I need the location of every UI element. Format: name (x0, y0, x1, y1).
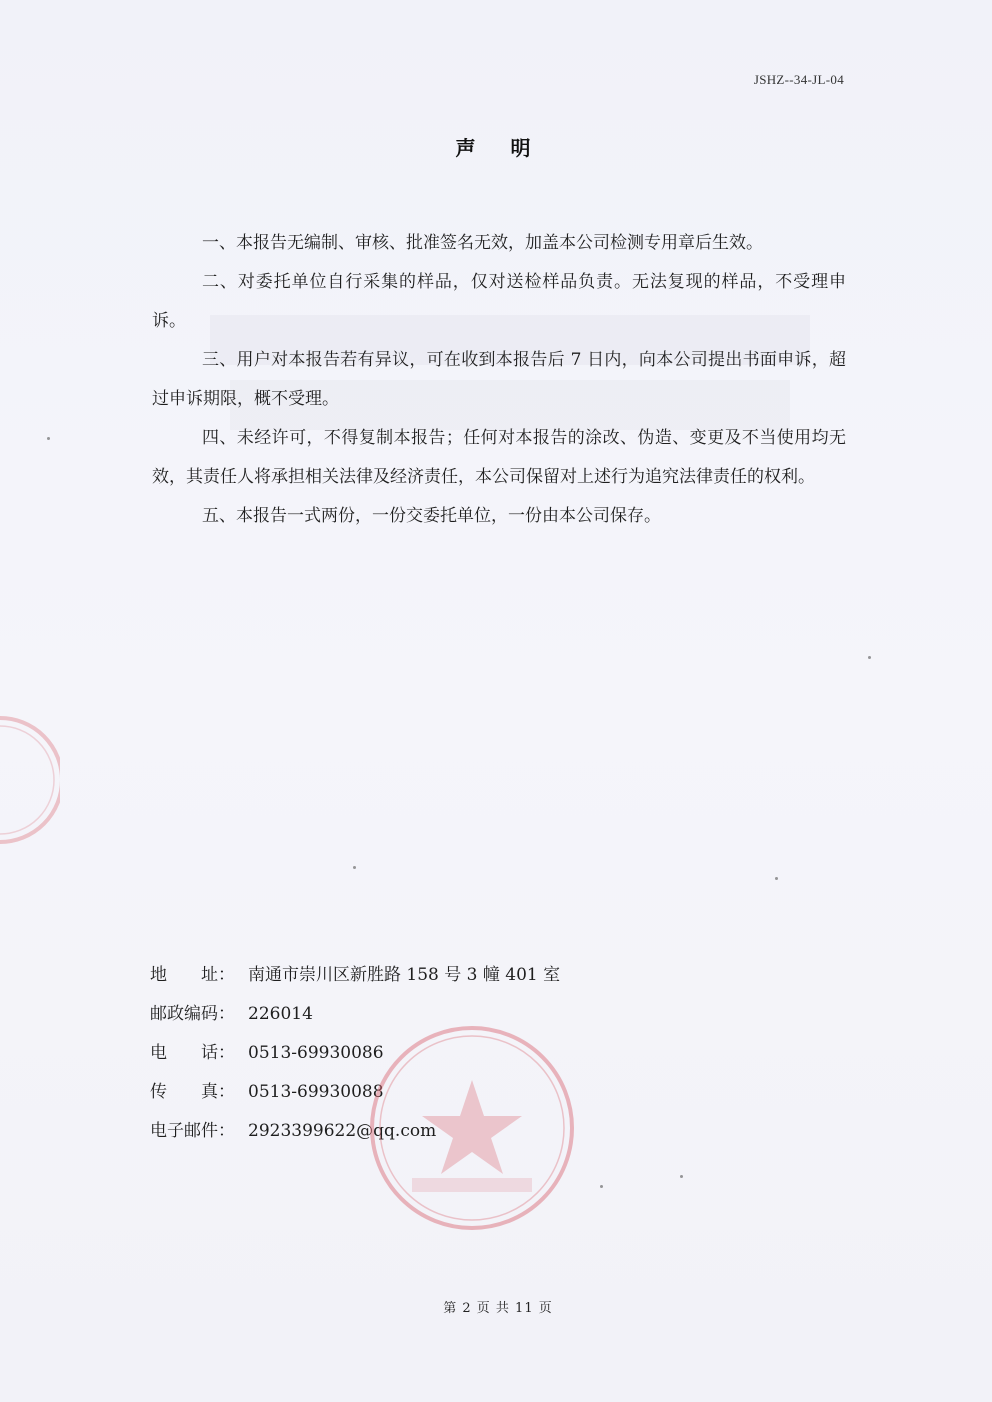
clause-4: 四、未经许可，不得复制本报告；任何对本报告的涂改、伪造、变更及不当使用均无效，其责任人将承担相关法律及经济责任，本公司保留对上述行为追究法律责任的权利。 (152, 428, 846, 487)
address-label: 地 址： (150, 965, 235, 985)
document-title: 声 明 (455, 136, 545, 160)
clause-3: 三、用户对本报告若有异议，可在收到本报告后 7 日内，向本公司提出书面申诉，超过申诉期限，概不受理。 (152, 350, 846, 409)
phone-value: 0513-69930086 (248, 1043, 384, 1063)
clause-5: 五、本报告一式两份，一份交委托单位，一份由本公司保存。 (202, 506, 661, 526)
scan-speck (600, 1185, 603, 1188)
contact-email (150, 1112, 560, 1151)
clause-2: 二、对委托单位自行采集的样品，仅对送检样品负责。无法复现的样品，不受理申诉。 (152, 272, 846, 331)
postcode-label: 邮政编码： (150, 1004, 235, 1024)
contact-fax (150, 1073, 560, 1112)
edge-seal-icon (0, 700, 60, 860)
scan-speck (353, 866, 356, 869)
clause-1: 一、本报告无编制、审核、批准签名无效，加盖本公司检测专用章后生效。 (202, 233, 763, 253)
scan-speck (868, 656, 871, 659)
scan-speck (775, 877, 778, 880)
declaration-clauses (152, 224, 846, 536)
scan-speck (680, 1175, 683, 1178)
fax-value: 0513-69930088 (248, 1082, 384, 1102)
email-label: 电子邮件： (150, 1121, 235, 1141)
fax-label: 传 真： (150, 1082, 235, 1102)
address-value: 南通市崇川区新胜路 158 号 3 幢 401 室 (248, 965, 561, 985)
page-number: 第 2 页 共 11 页 (443, 1301, 553, 1316)
postcode-value: 226014 (248, 1004, 313, 1024)
contact-info (150, 956, 560, 1151)
scan-speck (47, 437, 50, 440)
contact-phone (150, 1034, 560, 1073)
contact-postcode (150, 995, 560, 1034)
phone-label: 电 话： (150, 1043, 235, 1063)
contact-address (150, 956, 560, 995)
email-value: 2923399622@qq.com (248, 1121, 437, 1141)
document-code: JSHZ--34-JL-04 (753, 72, 844, 87)
